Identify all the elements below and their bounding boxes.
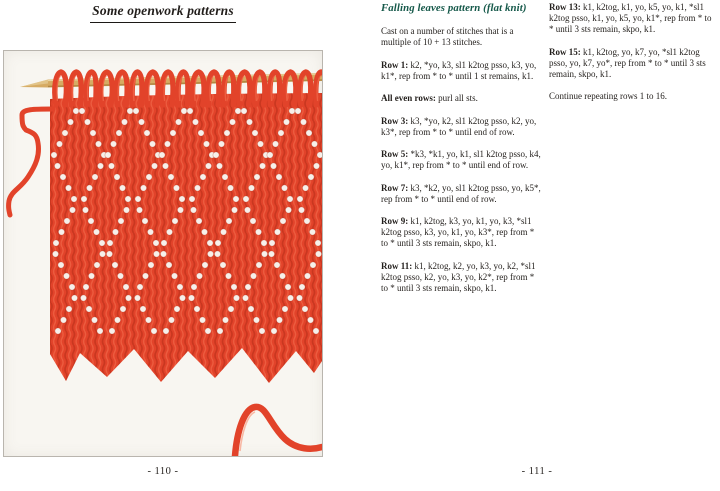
page-number-right: - 111 - [521,466,553,477]
instructions-column-1 [381,2,542,305]
pattern-title: Falling leaves pattern (flat knit) [381,2,527,14]
row-label: Row 15: [549,46,583,57]
row-label: Row 13: [549,2,583,12]
instruction-rows-first [381,60,542,294]
row-label: Row 1: [381,59,411,70]
row-label: Row 7: [381,182,411,193]
instructions-column-2 [549,2,717,114]
instruction-row: Row 9: k1, k2tog, k3, yo, k1, yo, k3, *sl1 k2tog psso, k3, yo, k1, yo, k3*, rep from * to * until 3 sts remain, skpo, k1. [381,216,535,248]
row-label: All even rows: [381,93,439,103]
instruction-row: Row 13: k1, k2tog, k1, yo, k5, yo, k1, *sl1 k2tog psso, k1, yo, k5, yo, k1*, rep from * to * until 3 sts remain, skpo, k1. [549,2,712,34]
instruction-row: Row 5: *k3, *k1, yo, k1, sl1 k2tog psso, k4, yo, k1*, rep from * to * until end of row. [381,149,541,170]
row-label: Row 5: [381,149,411,159]
row-label: Row 9: [381,216,411,226]
instruction-row: Row 15: k1, k2tog, yo, k7, yo, *sl1 k2tog psso, yo, k7, yo*, rep from * to * until 3 sts remain, skpo, k1. [549,46,706,79]
instruction-row: Row 11: k1, k2tog, k2, yo, k3, yo, k2, *sl1 k2tog psso, k2, yo, k3, yo, k2*, rep from * to * until 3 sts remain, skpo, k1. [381,260,536,293]
pattern-intro: Cast on a number of stitches that is a multiple of 10 + 13 stitches. [381,26,514,47]
instruction-rows-second [549,2,717,80]
page-number-left: - 110 - [147,466,179,477]
knitting-swatch-photo [3,50,323,457]
instruction-row: Row 7: k3, *k2, yo, sl1 k2tog psso, yo, k5*, rep from * to * until end of row. [381,182,541,204]
section-title-wrap [3,2,323,23]
knitting-swatch-illustration [4,51,322,456]
row-label: Row 11: [381,260,415,271]
pattern-outro: Continue repeating rows 1 to 16. [549,91,667,101]
section-title: Some openwork patterns [90,3,236,23]
instruction-row: All even rows: purl all sts. [381,93,478,103]
instruction-row: Row 1: k2, *yo, k3, sl1 k2tog psso, k3, yo, k1*, rep from * to * until 1 st remains, k1. [381,59,537,81]
row-label: Row 3: [381,115,411,126]
instruction-row: Row 3: k3, *yo, k2, sl1 k2tog psso, k2, yo, k3*, rep from * to * until end of row. [381,115,537,137]
